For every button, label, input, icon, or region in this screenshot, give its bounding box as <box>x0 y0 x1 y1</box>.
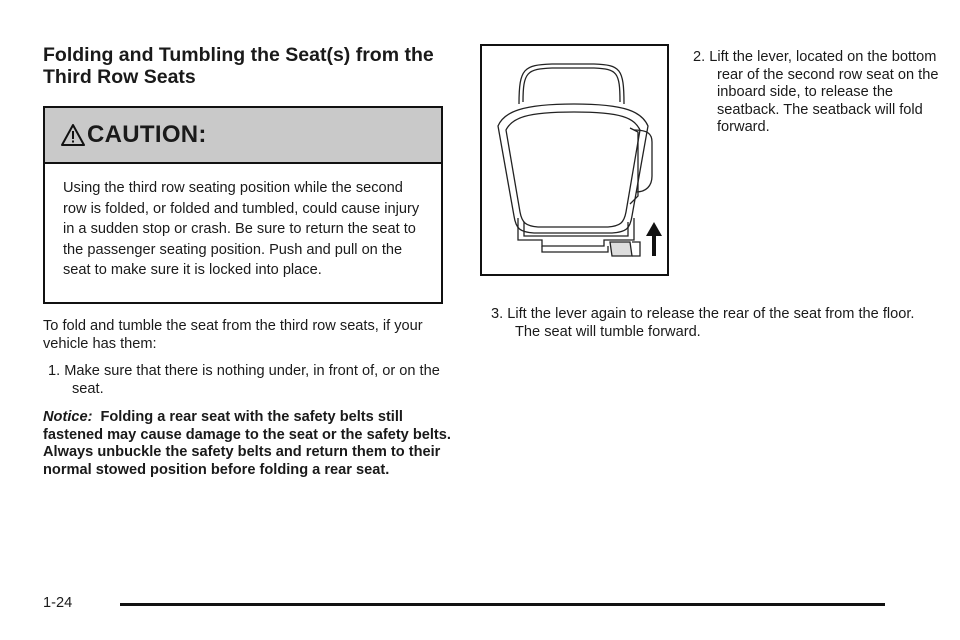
footer-rule <box>120 603 885 606</box>
caution-box <box>43 106 443 304</box>
seat-rear-view-icon <box>482 46 667 274</box>
caution-title: CAUTION: <box>87 121 207 148</box>
intro-paragraph: To fold and tumble the seat from the third row seats, if your vehicle has them: <box>43 318 423 352</box>
step-2: 2. Lift the lever, located on the bottom rear of the second row seat on the inboard side, to release the seatback. The seatback will fold forward. <box>693 49 939 135</box>
step-1: 1. Make sure that there is nothing under, in front of, or on the seat. <box>48 363 440 397</box>
warning-triangle-icon <box>61 123 85 147</box>
section-heading: Folding and Tumbling the Seat(s) from the Third Row Seats <box>43 44 434 88</box>
caution-header <box>45 108 441 164</box>
caution-text: Using the third row seating position while the second row is folded, or folded and tumbled, could cause injury in a sudden stop or crash. Be sure to return the seat to the passenger seating position. Push and pull on the seat to make sure it is locked into place. <box>63 180 420 279</box>
notice-paragraph <box>43 409 453 479</box>
notice-text: Folding a rear seat with the safety belts still fastened may cause damage to the seat or the safety belts. Always unbuckle the safety belts and return them to their normal stowed position before folding a rear seat. <box>43 409 451 478</box>
up-arrow-icon <box>646 222 662 256</box>
seat-illustration <box>480 44 669 276</box>
page-number: 1-24 <box>43 595 73 611</box>
notice-label: Notice: <box>43 409 93 425</box>
step-3: 3. Lift the lever again to release the rear of the seat from the floor. The seat will tumble forward. <box>491 306 915 340</box>
